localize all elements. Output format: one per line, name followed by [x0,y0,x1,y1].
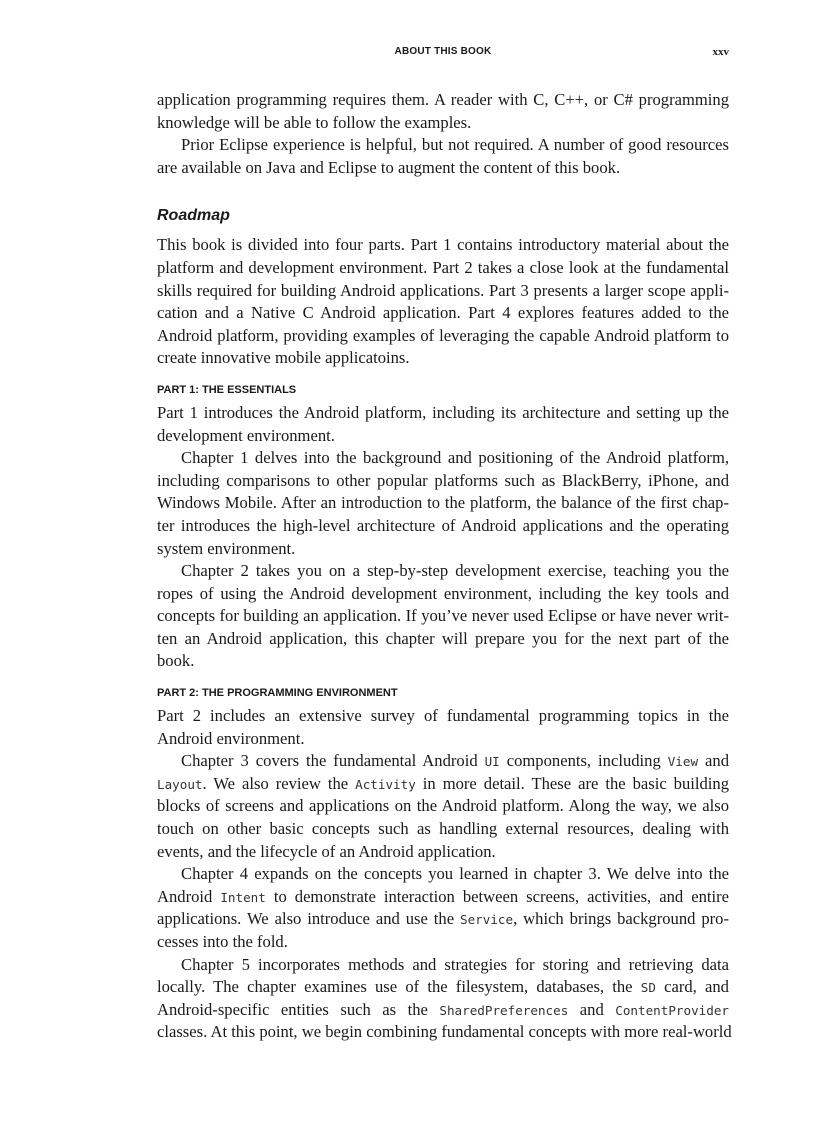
text-span: Chapter 4 expands on the concepts you learned in chapter 3. We delve into the [181,864,729,884]
section [157,205,729,370]
text-span: to demonstrate interaction between screens, activities, and entire [265,886,729,906]
inline-code: Activity [355,776,416,792]
text-span: Chapter 5 incorporates methods and strategies for storing and retrieving data [181,954,729,974]
paragraph [157,402,729,447]
text-line [157,1021,732,1044]
text-span: and [568,999,616,1019]
text-span: Prior Eclipse experience is helpful, but not required. A number of good resources [181,135,729,155]
text-span: application programming requires them. A reader with C, C++, or C# programming [157,90,729,109]
text-line [157,750,729,773]
text-line [157,705,729,728]
paragraph [157,447,729,560]
text-line [157,89,729,112]
inline-code: SD [640,980,656,996]
text-line [157,795,729,818]
text-span: Android-specific entities such as the [157,999,440,1019]
text-line [157,976,729,999]
text-span: , which brings background pro- [513,909,729,929]
text-line [157,841,729,864]
text-line [157,728,729,751]
paragraph [157,234,729,370]
text-span: platform and development environment. Part 2 takes a close look at the fundamental [157,257,729,277]
text-span: Android [157,886,221,906]
text-span: are available on Java and Eclipse to augment the content of this book. [157,157,621,177]
text-span: skills required for building Android applications. Part 3 presents a larger scope appli- [157,280,729,300]
paragraph [157,560,729,673]
text-span: Part 2 includes an extensive survey of fundamental programming topics in the [157,706,729,726]
inline-code: ContentProvider [615,1002,729,1018]
text-span: applications. We also introduce and use the [157,909,461,929]
section [157,382,729,673]
text-line [157,886,729,909]
text-line [157,325,729,348]
inline-code: Service [460,912,514,928]
paragraph [157,134,729,179]
text-span: system environment. [157,538,296,558]
text-line [157,818,729,841]
page-body [157,89,732,1044]
text-line [157,425,729,448]
text-span: ter introduces the high-level architecture of Android applications and the operating [157,515,729,535]
text-span: events, and the lifecycle of an Android application. [157,841,496,861]
text-line [157,931,729,954]
text-span: Chapter 2 takes you on a step-by-step development exercise, teaching you the [181,561,729,581]
text-line [157,583,729,606]
text-line [157,605,729,628]
text-span: cesses into the fold. [157,932,288,951]
text-line [157,302,729,325]
text-line [157,999,729,1022]
text-span: development environment. [157,425,335,445]
text-span: including comparisons to other popular platforms such as BlackBerry, iPhone, and [157,470,729,490]
section [157,685,732,1044]
running-head [157,46,729,62]
text-line [157,157,729,180]
section-heading: Roadmap [157,207,230,225]
text-line [157,773,729,796]
inline-code: UI [484,754,500,770]
text-span: blocks of screens and applications on the Android platform. Along the way, we also [157,796,729,816]
section-heading: PART 1: THE ESSENTIALS [157,383,297,396]
text-span: concepts for building an application. If you’ve never used Eclipse or have never writ- [157,606,729,626]
paragraph [157,863,729,953]
text-line [157,908,729,931]
text-span: This book is divided into four parts. Part 1 contains introductory material about the [157,235,729,255]
text-line [157,628,729,651]
inline-code: SharedPreferences [439,1002,569,1018]
paragraph [157,705,729,750]
text-line [157,112,729,135]
text-line [157,492,729,515]
paragraph [157,89,729,134]
inline-code: Layout [157,776,203,792]
text-line [157,134,729,157]
text-line [157,538,729,561]
text-span: and [698,751,729,771]
text-span: in more detail. These are the basic building [415,773,729,793]
text-span: Part 1 introduces the Android platform, including its architecture and setting up the [157,402,729,422]
text-span: Windows Mobile. After an introduction to the platform, the balance of the first chap- [157,493,729,513]
text-line [157,280,729,303]
text-line [157,470,729,493]
text-span: components, including [499,751,668,771]
text-line [157,650,729,673]
text-span: card, and [655,977,729,997]
text-line [157,347,729,370]
text-span: create innovative mobile applicatoins. [157,348,410,368]
text-line [157,560,729,583]
text-span: Chapter 3 covers the fundamental Android [181,751,485,771]
text-span: cation and a Native C Android application. Part 4 explores features added to the [157,303,729,323]
text-span: knowledge will be able to follow the examples. [157,112,472,132]
text-line [157,863,729,886]
text-line [157,257,729,280]
text-line [157,402,729,425]
inline-code: Intent [220,889,266,905]
text-span: locally. The chapter examines use of the filesystem, databases, the [157,977,641,997]
inline-code: View [667,754,699,770]
text-span: ten an Android application, this chapter will prepare you for the next part of the [157,628,729,648]
text-span: Android environment. [157,728,305,748]
text-line [157,954,729,977]
text-line [157,447,729,470]
section-heading: PART 2: THE PROGRAMMING ENVIRONMENT [157,687,398,700]
page-number: xxv [712,46,729,58]
paragraph [157,954,732,1044]
text-span: . We also review the [202,773,356,793]
text-span: ropes of using the Android development environment, including the key tools and [157,583,729,603]
text-span: Android platform, providing examples of leveraging the capable Android platform to [157,325,729,345]
section [157,89,729,179]
text-span: classes. At this point, we begin combining fundamental concepts with more real-world [157,1022,732,1042]
text-span: Chapter 1 delves into the background and positioning of the Android platform, [181,448,729,468]
text-span: touch on other basic concepts such as handling external resources, dealing with [157,819,729,839]
paragraph [157,750,729,863]
text-line [157,234,729,257]
text-span: book. [157,651,195,671]
running-head-title: ABOUT THIS BOOK [394,46,492,57]
text-line [157,515,729,538]
